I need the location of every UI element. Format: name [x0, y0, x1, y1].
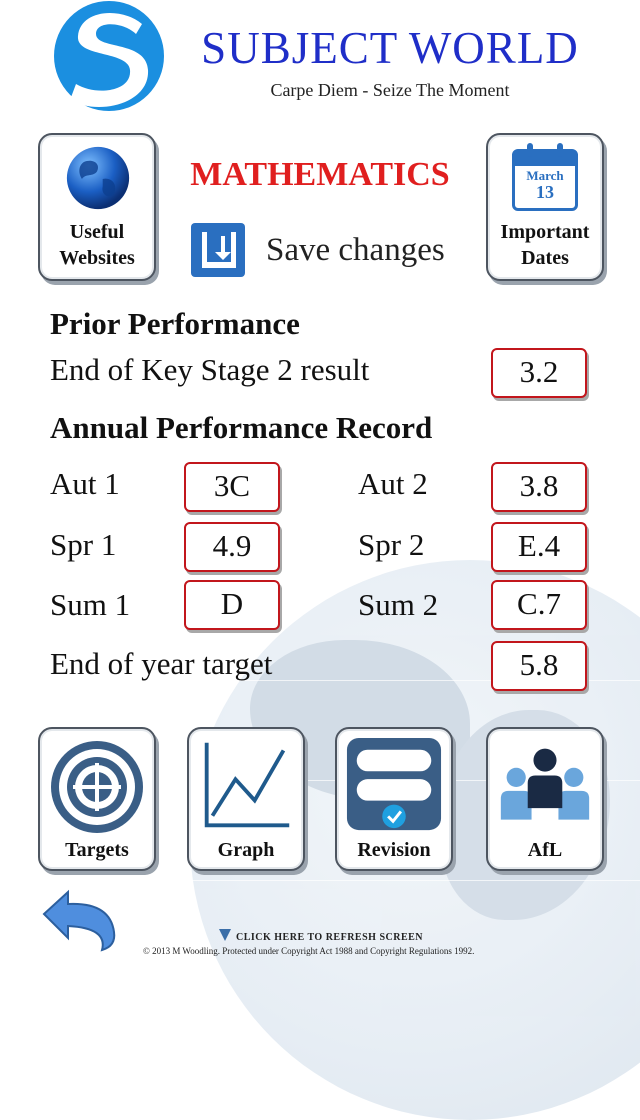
people-group-icon [496, 739, 594, 835]
end-of-year-target-label: End of year target [50, 646, 273, 681]
spr2-label: Spr 2 [358, 527, 425, 562]
afl-button[interactable] [486, 727, 604, 871]
save-icon[interactable] [190, 222, 246, 278]
end-of-year-target-field[interactable]: 5.8 [491, 641, 587, 691]
ks2-result-field[interactable]: 3.2 [491, 348, 587, 398]
graph-label: Graph [217, 839, 275, 861]
useful-websites-label-line2: Websites [59, 247, 135, 269]
target-crosshair-icon [47, 737, 147, 837]
ks2-result-label: End of Key Stage 2 result [50, 352, 370, 387]
prior-performance-heading: Prior Performance [50, 306, 300, 341]
refresh-screen-link[interactable]: CLICK HERE TO REFRESH SCREEN [236, 932, 424, 943]
app-title: SUBJECT WORLD [201, 23, 579, 73]
aut1-field[interactable]: 3C [184, 462, 280, 512]
aut2-label: Aut 2 [358, 466, 428, 501]
targets-label: Targets [65, 839, 129, 861]
afl-label: AfL [527, 839, 563, 861]
subject-world-logo-icon [50, 0, 168, 112]
annual-performance-heading: Annual Performance Record [50, 410, 433, 445]
spr1-label: Spr 1 [50, 527, 117, 562]
sum2-label: Sum 2 [358, 587, 439, 622]
line-graph-icon [199, 735, 295, 835]
back-arrow-icon[interactable] [40, 888, 122, 952]
globe-icon [65, 145, 131, 211]
revision-database-icon [345, 735, 443, 835]
spr2-field[interactable]: E.4 [491, 522, 587, 572]
graph-button[interactable] [187, 727, 305, 871]
useful-websites-button[interactable] [38, 133, 156, 281]
save-changes-button[interactable]: Save changes [266, 232, 445, 268]
refresh-arrow-icon [218, 928, 232, 942]
aut2-field[interactable]: 3.8 [491, 462, 587, 512]
calendar-icon [512, 149, 578, 211]
revision-button[interactable] [335, 727, 453, 871]
sum1-label: Sum 1 [50, 587, 131, 622]
sum1-field[interactable]: D [184, 580, 280, 630]
calendar-day: 13 [536, 182, 554, 202]
sum2-field[interactable]: C.7 [491, 580, 587, 630]
app-tagline: Carpe Diem - Seize The Moment [270, 80, 510, 100]
subject-title: MATHEMATICS [190, 156, 450, 193]
spr1-field[interactable]: 4.9 [184, 522, 280, 572]
useful-websites-label-line1: Useful [69, 221, 125, 243]
copyright-notice: © 2013 M Woodling. Protected under Copyright Act 1988 and Copyright Regulations 1992. [143, 946, 475, 956]
important-dates-label-line2: Dates [521, 247, 569, 269]
calendar-month: March [526, 168, 564, 183]
targets-button[interactable] [38, 727, 156, 871]
revision-label: Revision [357, 839, 431, 861]
important-dates-label-line1: Important [500, 221, 590, 243]
important-dates-button[interactable] [486, 133, 604, 281]
aut1-label: Aut 1 [50, 466, 120, 501]
